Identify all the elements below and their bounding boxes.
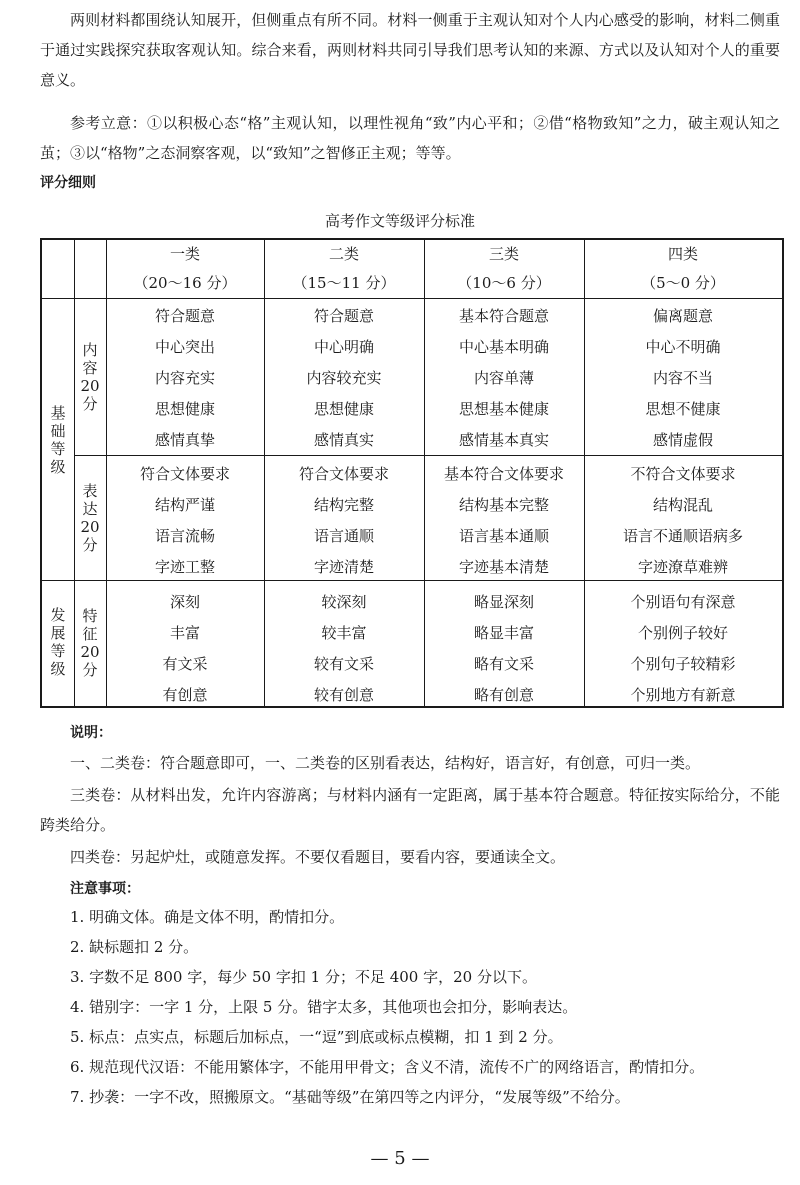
table-cell: 内容单薄	[473, 369, 534, 387]
page-number: — 5 —	[370, 1148, 430, 1169]
table-cell: 个别地方有新意	[630, 686, 736, 704]
explanation-line: 三类卷：从材料出发，允许内容游离；与材料内涵有一定距离，属于基本符合题意。特征按实际给分，不能跨类给分。	[40, 786, 780, 834]
section-label-expression: 表达20分	[80, 482, 100, 554]
table-cell: 有文采	[162, 655, 208, 673]
table-cell: 字迹基本清楚	[458, 558, 549, 576]
section-label-feature: 特征20分	[80, 607, 100, 679]
table-cell: 个别语句有深意	[630, 593, 736, 611]
column-range: （15～11 分）	[292, 274, 396, 292]
column-header: 三类	[488, 245, 519, 263]
table-cell: 个别句子较精彩	[630, 655, 736, 673]
table-cell: 中心明确	[313, 338, 374, 356]
column-range: （10～6 分）	[457, 274, 551, 292]
table-rule	[42, 298, 782, 299]
table-cell: 字迹潦草难辨	[637, 558, 728, 576]
group-label-basic: 基础等级	[50, 404, 66, 476]
table-cell: 符合文体要求	[139, 465, 230, 483]
table-cell: 思想基本健康	[458, 400, 549, 418]
notes-item: 1. 明确文体。确是文体不明，酌情扣分。	[70, 908, 345, 926]
table-cell: 字迹工整	[154, 558, 215, 576]
column-range: （20～16 分）	[133, 274, 237, 292]
table-cell: 个别例子较好	[637, 624, 728, 642]
table-cell: 略显丰富	[473, 624, 534, 642]
table-cell: 较丰富	[321, 624, 367, 642]
table-cell: 较有创意	[313, 686, 374, 704]
column-range: （5～0 分）	[641, 274, 725, 292]
table-cell: 略有创意	[473, 686, 534, 704]
notes-item: 2. 缺标题扣 2 分。	[70, 938, 199, 956]
table-rule	[42, 580, 782, 581]
column-header: 四类	[667, 245, 698, 263]
explanation-line: 一、二类卷：符合题意即可，一、二类卷的区别看表达，结构好，语言好，有创意，可归一类。	[70, 754, 701, 772]
table-cell: 中心基本明确	[458, 338, 549, 356]
table-cell: 不符合文体要求	[630, 465, 736, 483]
table-cell: 符合题意	[154, 307, 215, 325]
rubric-heading: 评分细则	[40, 175, 96, 191]
table-cell: 语言基本通顺	[458, 527, 549, 545]
table-cell: 结构基本完整	[458, 496, 549, 514]
table-cell: 内容较充实	[306, 369, 382, 387]
explanation-heading: 说明：	[70, 725, 112, 741]
table-title: 高考作文等级评分标准	[324, 212, 475, 230]
table-cell: 中心不明确	[645, 338, 721, 356]
table-cell: 结构混乱	[652, 496, 713, 514]
table-cell: 感情真实	[313, 431, 374, 449]
rubric-table	[40, 238, 784, 708]
notes-item: 5. 标点：点实点，标题后加标点，一“逗”到底或标点模糊，扣 1 到 2 分。	[70, 1028, 563, 1046]
notes-heading: 注意事项：	[70, 881, 140, 897]
table-cell: 较深刻	[321, 593, 367, 611]
group-label-development: 发展等级	[50, 606, 66, 678]
reference-ideas-paragraph: 参考立意：①以积极心态“格”主观认知，以理性视角“致”内心平和；②借“格物致知”之力，破主观认知之茧；③以“格物”之态洞察客观，以“致知”之智修正主观；等等。	[40, 114, 780, 162]
intro-paragraph: 两则材料都围绕认知展开，但侧重点有所不同。材料一侧重于主观认知对个人内心感受的影响，材料二侧重于通过实践探究获取客观认知。综合来看，两则材料共同引导我们思考认知的来源、方式以及认知对个人的重要意义。	[40, 11, 780, 89]
table-cell: 内容不当	[652, 369, 713, 387]
table-cell: 语言通顺	[313, 527, 374, 545]
table-cell: 略有文采	[473, 655, 534, 673]
column-header: 二类	[328, 245, 359, 263]
table-cell: 结构完整	[313, 496, 374, 514]
section-label-content: 内容20分	[80, 341, 100, 413]
table-cell: 感情虚假	[652, 431, 713, 449]
table-cell: 基本符合文体要求	[443, 465, 564, 483]
notes-item: 7. 抄袭：一字不改，照搬原文。“基础等级”在第四等之内评分，“发展等级”不给分。	[70, 1088, 630, 1106]
table-cell: 丰富	[169, 624, 200, 642]
table-cell: 基本符合题意	[458, 307, 549, 325]
table-rule	[74, 240, 75, 706]
table-cell: 符合文体要求	[298, 465, 389, 483]
table-cell: 结构严谨	[154, 496, 215, 514]
table-cell: 感情真挚	[154, 431, 215, 449]
table-cell: 偏离题意	[652, 307, 713, 325]
table-cell: 思想不健康	[645, 400, 721, 418]
column-header: 一类	[169, 245, 200, 263]
explanation-line: 四类卷：另起炉灶，或随意发挥。不要仅看题目，要看内容，要通读全文。	[70, 848, 566, 866]
notes-item: 3. 字数不足 800 字，每少 50 字扣 1 分；不足 400 字，20 分以下。	[70, 968, 537, 986]
table-cell: 思想健康	[313, 400, 374, 418]
table-cell: 中心突出	[154, 338, 215, 356]
table-cell: 感情基本真实	[458, 431, 549, 449]
table-rule	[74, 455, 782, 456]
table-cell: 深刻	[169, 593, 200, 611]
table-cell: 字迹清楚	[313, 558, 374, 576]
table-cell: 符合题意	[313, 307, 374, 325]
table-cell: 语言流畅	[154, 527, 215, 545]
table-cell: 内容充实	[154, 369, 215, 387]
table-cell: 较有文采	[313, 655, 374, 673]
notes-item: 6. 规范现代汉语：不能用繁体字，不能用甲骨文；含义不清，流传不广的网络语言，酌情扣分。	[70, 1058, 705, 1076]
notes-item: 4. 错别字：一字 1 分，上限 5 分。错字太多，其他项也会扣分，影响表达。	[70, 998, 578, 1016]
table-cell: 略显深刻	[473, 593, 534, 611]
table-cell: 有创意	[162, 686, 208, 704]
table-cell: 思想健康	[154, 400, 215, 418]
table-cell: 语言不通顺语病多	[622, 527, 743, 545]
